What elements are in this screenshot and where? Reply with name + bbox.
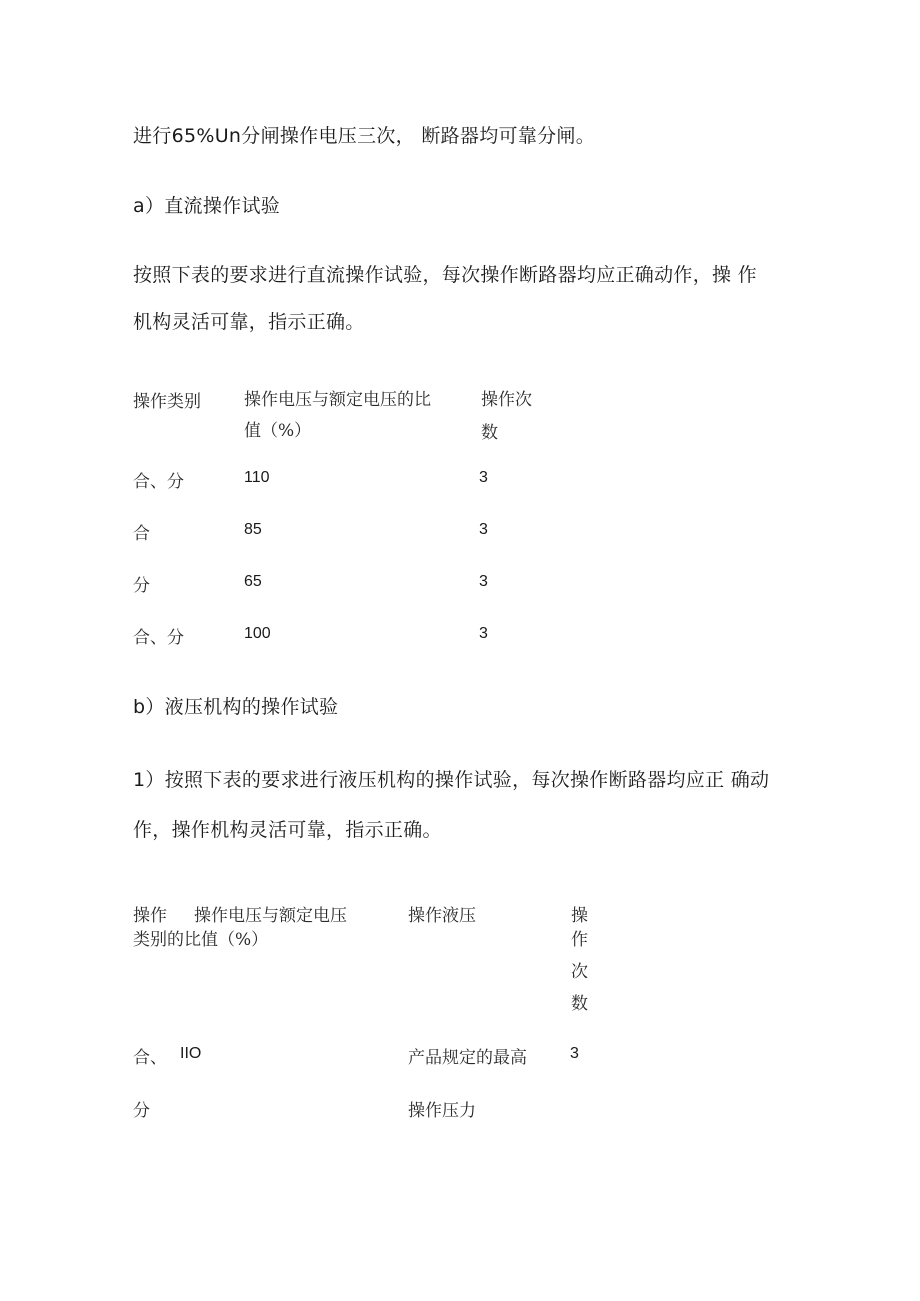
- table-row-ratio: IIO: [180, 1045, 202, 1062]
- table-row-ratio: 110: [244, 469, 270, 486]
- table1-header-count-line2: 数: [481, 423, 498, 443]
- paragraph-text-3-line1: 1）按照下表的要求进行液压机构的操作试验，每次操作断路器均应正 确动: [133, 769, 770, 791]
- table-row-type: 合: [133, 524, 150, 544]
- table-row-count: 3: [479, 573, 488, 590]
- table-row-ratio: 65: [244, 573, 262, 590]
- table1-header-type: 操作类别: [133, 392, 201, 412]
- table-row-count: 3: [479, 521, 488, 538]
- table-row-type: 合、分: [133, 472, 184, 492]
- table2-header-count-char4: 数: [571, 994, 588, 1014]
- table-row-type: 合、: [133, 1048, 167, 1068]
- section-heading-a: a）直流操作试验: [133, 195, 281, 217]
- table2-header-pressure: 操作液压: [408, 906, 476, 926]
- paragraph-text-2-line2: 机构灵活可靠，指示正确。: [133, 311, 365, 333]
- table2-header-count-char1: 操: [571, 906, 588, 926]
- table2-header-ratio-line1: 操作电压与额定电压: [194, 906, 347, 926]
- table1-header-ratio-line1: 操作电压与额定电压的比: [244, 390, 431, 410]
- table-row-count: 3: [479, 625, 488, 642]
- table-row-ratio: 100: [244, 625, 271, 642]
- table-row-type: 合、分: [133, 628, 184, 648]
- table2-header-count-char2: 作: [571, 930, 588, 950]
- section-heading-b: b）液压机构的操作试验: [133, 696, 339, 718]
- table2-header-type-line1: 操作: [133, 906, 167, 926]
- table2-header-type-ratio-line2: 类别的比值（%）: [133, 930, 269, 950]
- table1-header-ratio-line2: 值（%）: [244, 421, 312, 441]
- table2-header-count-char3: 次: [571, 962, 588, 982]
- table-row-type-line2: 分: [133, 1101, 150, 1121]
- paragraph-text-2-line1: 按照下表的要求进行直流操作试验，每次操作断路器均应正确动作，操 作: [133, 264, 757, 286]
- table-row-pressure: 产品规定的最高: [408, 1048, 527, 1068]
- table1-header-count-line1: 操作次: [481, 390, 532, 410]
- paragraph-text-1: 进行65%Un分闸操作电压三次， 断路器均可靠分闸。: [133, 125, 596, 147]
- table-row-pressure-line2: 操作压力: [408, 1101, 476, 1121]
- table-row-type: 分: [133, 576, 150, 596]
- table-row-count: 3: [570, 1045, 579, 1062]
- table-row-count: 3: [479, 469, 488, 486]
- table-row-ratio: 85: [244, 521, 262, 538]
- paragraph-text-3-line2: 作，操作机构灵活可靠，指示正确。: [133, 819, 442, 841]
